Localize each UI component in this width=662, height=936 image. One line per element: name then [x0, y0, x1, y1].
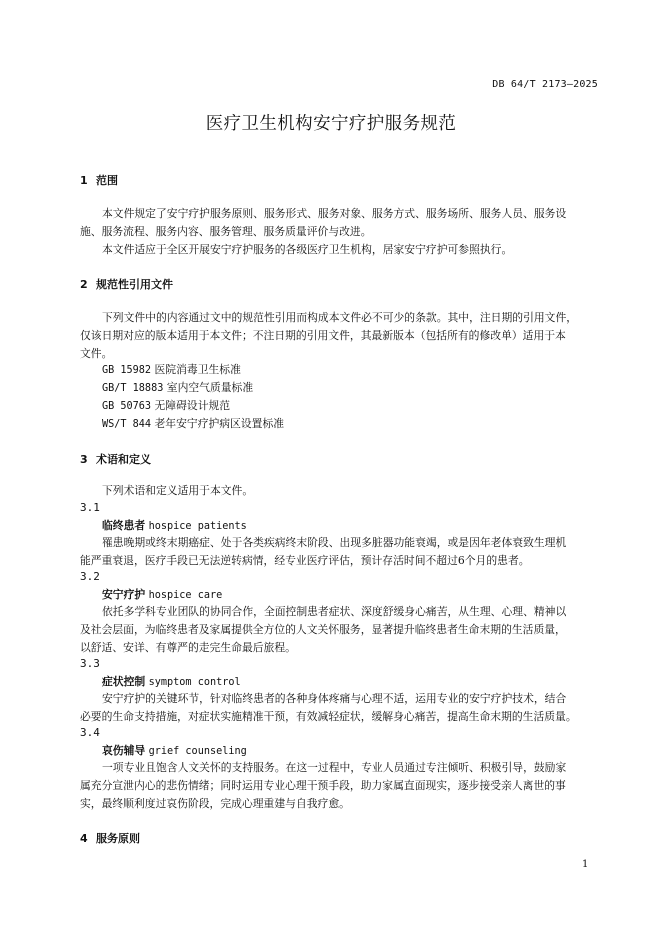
paragraph-line: 仅该日期对应的版本适用于本文件；不注日期的引用文件，其最新版本（包括所有的修改单）适用于本	[80, 329, 566, 342]
section2-body	[80, 309, 600, 363]
reference-title: 医院消毒卫生标准	[154, 363, 241, 376]
term-english: grief counseling	[148, 746, 247, 757]
section-title: 规范性引用文件	[96, 278, 173, 291]
term-definition	[80, 759, 600, 813]
document-title: 医疗卫生机构安宁疗护服务规范	[205, 114, 457, 134]
term-chinese: 哀伤辅导	[102, 744, 146, 757]
reference-item	[102, 416, 284, 431]
term-english: symptom control	[148, 677, 241, 688]
paragraph-line: 文件。	[80, 347, 113, 360]
reference-title: 老年安宁疗护病区设置标准	[154, 417, 285, 430]
page-number: 1	[582, 859, 589, 870]
standard-code: DB 64/T 2173—2025	[492, 79, 598, 90]
paragraph-line: 安宁疗护的关键环节，针对临终患者的各种身体疼痛与心理不适，运用专业的安宁疗护技术，结合	[102, 692, 567, 705]
reference-item	[102, 380, 253, 395]
section-number: 2	[80, 278, 88, 291]
paragraph-line: 依托多学科专业团队的协同合作，全面控制患者症状、深度舒缓身心痛苦，从生理、心理、精神以	[102, 605, 567, 618]
term-number: 3.4	[80, 726, 100, 739]
term-definition	[80, 534, 600, 570]
term-heading	[102, 743, 247, 758]
section-heading-scope	[80, 172, 118, 188]
terms-intro: 下列术语和定义适用于本文件。	[102, 484, 254, 497]
term-english: hospice patients	[148, 521, 247, 532]
paragraph-line: 一项专业且饱含人文关怀的支持服务。在这一过程中，专业人员通过专注倾听、积极引导，鼓励家	[102, 761, 567, 774]
section-heading-service-principles	[80, 830, 140, 846]
paragraph-line: 罹患晚期或终末期癌症、处于各类疾病终末阶段、出现多脏器功能衰竭，或是因年老体衰致生理机	[102, 536, 567, 549]
term-definition	[80, 690, 600, 726]
term-english: hospice care	[148, 590, 223, 601]
section-heading-terms-and-definitions	[80, 451, 151, 467]
section-title: 范围	[96, 174, 118, 187]
term-heading	[102, 518, 247, 533]
reference-code: GB/T 18883	[102, 383, 164, 394]
reference-item	[102, 362, 241, 377]
reference-item	[102, 398, 230, 413]
reference-code: GB 15982	[102, 365, 152, 376]
term-chinese: 安宁疗护	[102, 588, 146, 601]
paragraph-line: 以舒适、安详、有尊严的走完生命最后旅程。	[80, 641, 296, 654]
reference-title: 无障碍设计规范	[154, 399, 231, 412]
paragraph-line: 本文件规定了安宁疗护服务原则、服务形式、服务对象、服务方式、服务场所、服务人员、服务设	[102, 207, 567, 220]
section-heading-normative-references	[80, 276, 173, 292]
paragraph-line: 施、服务流程、服务内容、服务管理、服务质量评价与改进。	[80, 225, 372, 238]
term-number: 3.2	[80, 570, 100, 583]
paragraph-line: 下列文件中的内容通过文中的规范性引用而构成本文件必不可少的条款。其中，注日期的引用文件，	[102, 311, 578, 324]
term-chinese: 临终患者	[102, 519, 146, 532]
paragraph-line: 实，最终顺利度过哀伤阶段，完成心理重建与自我疗愈。	[80, 797, 350, 810]
paragraph-line: 能严重衰退，医疗手段已无法逆转病情，经专业医疗评估，预计存活时间不超过6个月的患者。	[80, 554, 530, 567]
section-title: 术语和定义	[96, 453, 151, 466]
paragraph-line: 及社会层面，为临终患者及家属提供全方位的人文关怀服务，显著提升临终患者生命末期的生活质量，	[80, 623, 566, 636]
term-chinese: 症状控制	[102, 675, 146, 688]
term-definition	[80, 603, 600, 657]
section-number: 3	[80, 453, 88, 466]
paragraph-line: 本文件适应于全区开展安宁疗护服务的各级医疗卫生机构，居家安宁疗护可参照执行。	[102, 243, 513, 256]
reference-code: WS/T 844	[102, 419, 152, 430]
reference-code: GB 50763	[102, 401, 152, 412]
section1-body	[80, 205, 600, 259]
section-number: 1	[80, 174, 88, 187]
paragraph-line: 必要的生命支持措施，对症状实施精准干预，有效减轻症状，缓解身心痛苦，提高生命末期的生活质量。	[80, 710, 577, 723]
term-number: 3.3	[80, 657, 100, 670]
section-number: 4	[80, 832, 88, 845]
reference-title: 室内空气质量标准	[166, 381, 254, 394]
term-heading	[102, 674, 241, 689]
term-heading	[102, 587, 222, 602]
term-number: 3.1	[80, 501, 100, 514]
section-title: 服务原则	[96, 832, 140, 845]
paragraph-line: 属充分宣泄内心的悲伤情绪；同时运用专业心理干预手段，助力家属直面现实，逐步接受亲人离世的事	[80, 779, 566, 792]
